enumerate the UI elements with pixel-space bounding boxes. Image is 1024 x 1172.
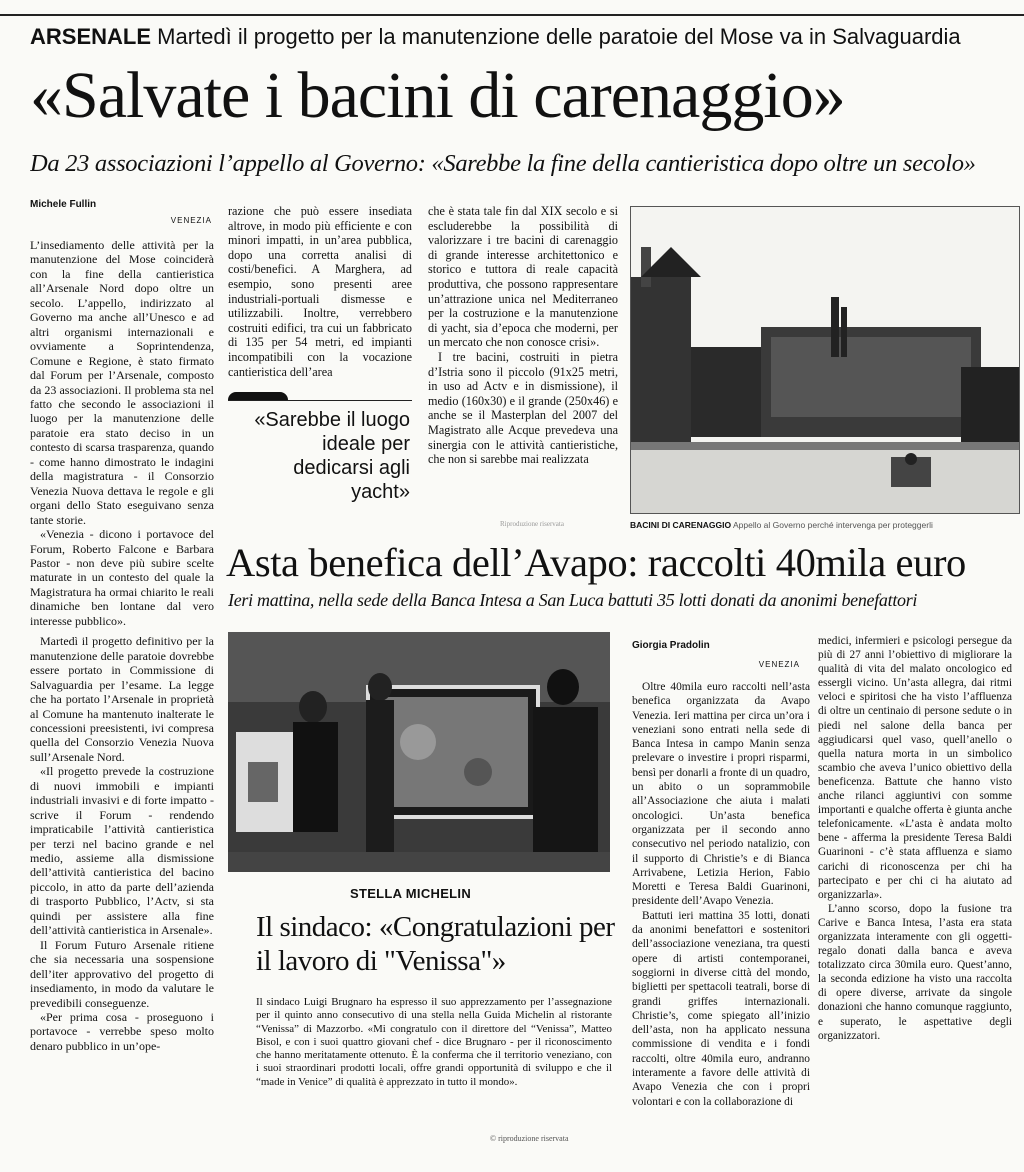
article3-headline: Il sindaco: «Congratulazioni per il lavoro di "Venissa"» (256, 911, 615, 977)
paragraph: «Per prima cosa - proseguono i portavoce - verrebbe speso molto denaro pubblico in un’ope- (30, 1010, 214, 1053)
photo-caption-label: BACINI DI CARENAGGIO (630, 520, 732, 530)
paragraph: «Il progetto prevede la costruzione di nuovi immobili e impianti industriali invasivi e di forte impatto - scrive il Forum - rendendo impraticabile l’attività cantieristica per terzi nel bacino grande e nel medio, assieme alla dismissione dell’attività cantieristica del bacino piccolo, in atto da parte dell’azienda di trasporto Pubblico, l’Actv, si sta quindi per assistere alla fine dell’attività cantieristica in Arsenale». (30, 764, 214, 938)
overline (30, 24, 1024, 50)
arsenale-photo (630, 206, 1020, 514)
paragraph: che è stata tale fin dal XIX secolo e si escluderebbe la possibilità di valorizzare i tre bacini di carenaggio di grande interesse architettonico e storico e tuttora di reale capacità produttiva, che possono rappresentare un’attrazione unica nel Mediterraneo per la costruzione e la manutenzione di yacht, sia d’epoca che moderni, per un mercato che non conosce crisi». (428, 204, 618, 350)
article2-headline: Asta benefica dell’Avapo: raccolti 40mila euro (226, 540, 966, 585)
pullquote-rule (228, 400, 412, 401)
paragraph: Il sindaco Luigi Brugnaro ha espresso il suo apprezzamento per l’assegnazione per il quinto anno consecutivo di una stella nella Guida Michelin al ristorante “Venissa” di Mazzorbo. «Mi congratulo con il direttore del “Venissa”, Matteo Bisol, e con i suoi quattro giovani chef - dice Brugnaro - per il riconoscimento che hanno meritatamente ottenuto. È la conferma che il territorio veneziano, con i suoi straordinari prodotti locali, offre grandi opportunità di sviluppo e che il “made in Venice” di qualità è apprezzato in tutto il mondo». (256, 996, 612, 1088)
article2-location: VENEZIA (758, 660, 800, 669)
paragraph: Oltre 40mila euro raccolti nell’asta benefica organizzata da Avapo Venezia. Ieri mattina per circa un’ora i veneziani sono entrati nella sede di Banca Intesa in campo Manin senza prelevare o investire i propri risparmi, bensì per donarli a fronte di un quadro, un abito o un soprammobile all’Associazione che aiuta i malati oncologici. Un’asta benefica organizzata per il secondo anno consecutivo nel periodo natalizio, con il supporto di Christie’s e di Bianca Arrivabene, Letizia Herion, Fabio Moretti e Teresa Baldi Guarinoni, presidente dell’Avapo Venezia. (632, 681, 810, 908)
paragraph: «Venezia - dicono i portavoce del Forum, Roberto Falcone e Barbara Pastor - non deve più subire scelte maturate in un contesto del quale la Magistratura ha ormai chiarito le reali dinamiche ben lontane dal vero interesse pubblico». (30, 527, 214, 628)
paragraph: razione che può essere insediata altrove, in modo più efficiente e con minori impatti, in un’area pubblica, dopo una corretta analisi di costi/benefici. A Marghera, ad esempio, sono presenti aree industriali-portuali dismesse e utilizzabili. Inoltre, verrebbero costruiti edifici, tra cui un fabbricato di 135 per 54 metri, ed impianti incompatibili con la vocazione cantieristica dell’area (228, 204, 412, 379)
article3-body (256, 996, 612, 1089)
article2-subtitle: Ieri mattina, nella sede della Banca Intesa a San Luca battuti 35 lotti donati da anonimi benefattori (228, 590, 918, 610)
photo-caption (630, 520, 1020, 530)
article1-column-3 (428, 204, 618, 467)
photo-drawing (631, 207, 1019, 513)
paragraph: Martedì il progetto definitivo per la manutenzione delle paratoie dovrebbe essere portato in Commissione di Salvaguardia per l’esame. La legge che ha portato l’Arsenale in proprietà al Comune ha mantenuto inalterate le concessioni preesistenti, ivi compresa quella del Consorzio Venezia Nuova sull’Arsenale Nord. (30, 634, 214, 764)
auction-photo (228, 632, 610, 872)
auction-drawing (228, 632, 610, 872)
article1-location: VENEZIA (170, 216, 212, 225)
article3-credit: © riproduzione riservata (490, 1134, 569, 1143)
article3-kicker: STELLA MICHELIN (350, 886, 472, 901)
top-rule (0, 14, 1024, 16)
photo-caption-text: Appello al Governo perché intervenga per proteggerli (732, 520, 933, 530)
paragraph: L’insediamento delle attività per la manutenzione del Mose coinciderà con la fine della cantieristica all’Arsenale Nord dopo oltre un secolo. L’appello, indirizzato al Governo ma anche all’Unesco e ad altri organismi internazionali e ovviamente a Soprintendenza, Comune e Regione, è stato firmato dal Forum per l’Arsenale, composto da 23 associazioni. Il problema sta nel fatto che secondo le associazioni il luogo per la manutenzione delle paratoie era stato deciso in un contesto di scarsa trasparenza, quando - come hanno dimostrato le indagini della magistratura - il Consorzio Venezia Nuova dettava le regole e gli organi dello Stato eseguivano senza tante storie. (30, 238, 214, 527)
article1-credit: Riproduzione riservata (500, 520, 564, 528)
paragraph: I tre bacini, costruiti in pietra d’Istria sono il piccolo (91x25 metri, in uso ad Actv e in dismissione), il medio (160x30) e il grande (250x46) e anche se il Masterplan del 2007 del Magistrato alle Acque prevedeva una sinergia con le attività cantieristiche, che non si sarebbe mai realizzata (428, 349, 618, 467)
paragraph: L’anno scorso, dopo la fusione tra Carive e Banca Intesa, l’asta era stata organizzata interamente con gli oggetti-regalo donati dalla banca e aveva totalizzato circa 30mila euro. Quest’anno, la seconda edizione ha visto una raccolta di opere diverse, arrivate da singole donazioni che hanno comunque raggiunto, e superato, le aspettative degli organizzatori. (818, 902, 1012, 1042)
article1-author: Michele Fullin (30, 199, 97, 210)
paragraph: Battuti ieri mattina 35 lotti, donati da anonimi benefattori e sostenitori dell’associazione veneziana, tra questi opere di artisti contemporanei, soggiorni in diverse città del mondo, biglietti per spettacoli teatrali, borse di grandi griffes internazionali. Christie’s, come spiegato all’inizio dell’asta, non ha applicato nessuna commissione di vendita e i fondi raccolti, oltre 40mila euro, andranno interamente a favore delle attività di Avapo Venezia che con i propri volontari e con la collaborazione di (632, 909, 810, 1108)
article2-column-2 (818, 634, 1012, 1043)
article1-column-2 (228, 204, 412, 379)
overline-kicker: ARSENALE (30, 24, 152, 49)
article2-column-1 (632, 680, 810, 1109)
overline-text: Martedì il progetto per la manutenzione delle paratoie del Mose va in Salvaguardia (157, 24, 961, 49)
pullquote-mark (228, 392, 288, 400)
article1-column-1 (30, 238, 214, 1053)
main-subtitle: Da 23 associazioni l’appello al Governo: «Sarebbe la fine della cantieristica dopo oltre un secolo» (30, 150, 976, 177)
main-headline: «Salvate i bacini di carenaggio» (30, 59, 845, 132)
paragraph: medici, infermieri e psicologi persegue da più di 27 anni l’obiettivo di migliorare la qualità di vita del malato oncologico ed essergli vicino. Un’asta allegra, dai ritmi veloci e spiritosi che ha visto l’affluenza di oltre un centinaio di persone sedute o in piedi nel salone della banca per aggiudicarsi quel vaso, quell’anello o quella natura morta in un simbolico scambio che aveva l’unico obiettivo della beneficenza. Battute che hanno visto anche rilanci aggiuntivi con somme importanti e qualche offerta è giunta anche telefonicamente. «L’asta è andata molto bene - afferma la presidente Teresa Baldi Guarinoni - c’è stata affluenza e siamo carichi di riconoscenza per chi ha partecipato e per chi ci ha aiutato ad organizzarla». (818, 635, 1012, 901)
article2-author: Giorgia Pradolin (632, 640, 710, 651)
paragraph: Il Forum Futuro Arsenale ritiene che sia necessaria una sospensione dell’iter approvativo del progetto di insediamento, in modo da valutare le prevedibili conseguenze. (30, 937, 214, 1010)
pullquote: «Sarebbe il luogo ideale per dedicarsi agli yacht» (254, 409, 410, 503)
